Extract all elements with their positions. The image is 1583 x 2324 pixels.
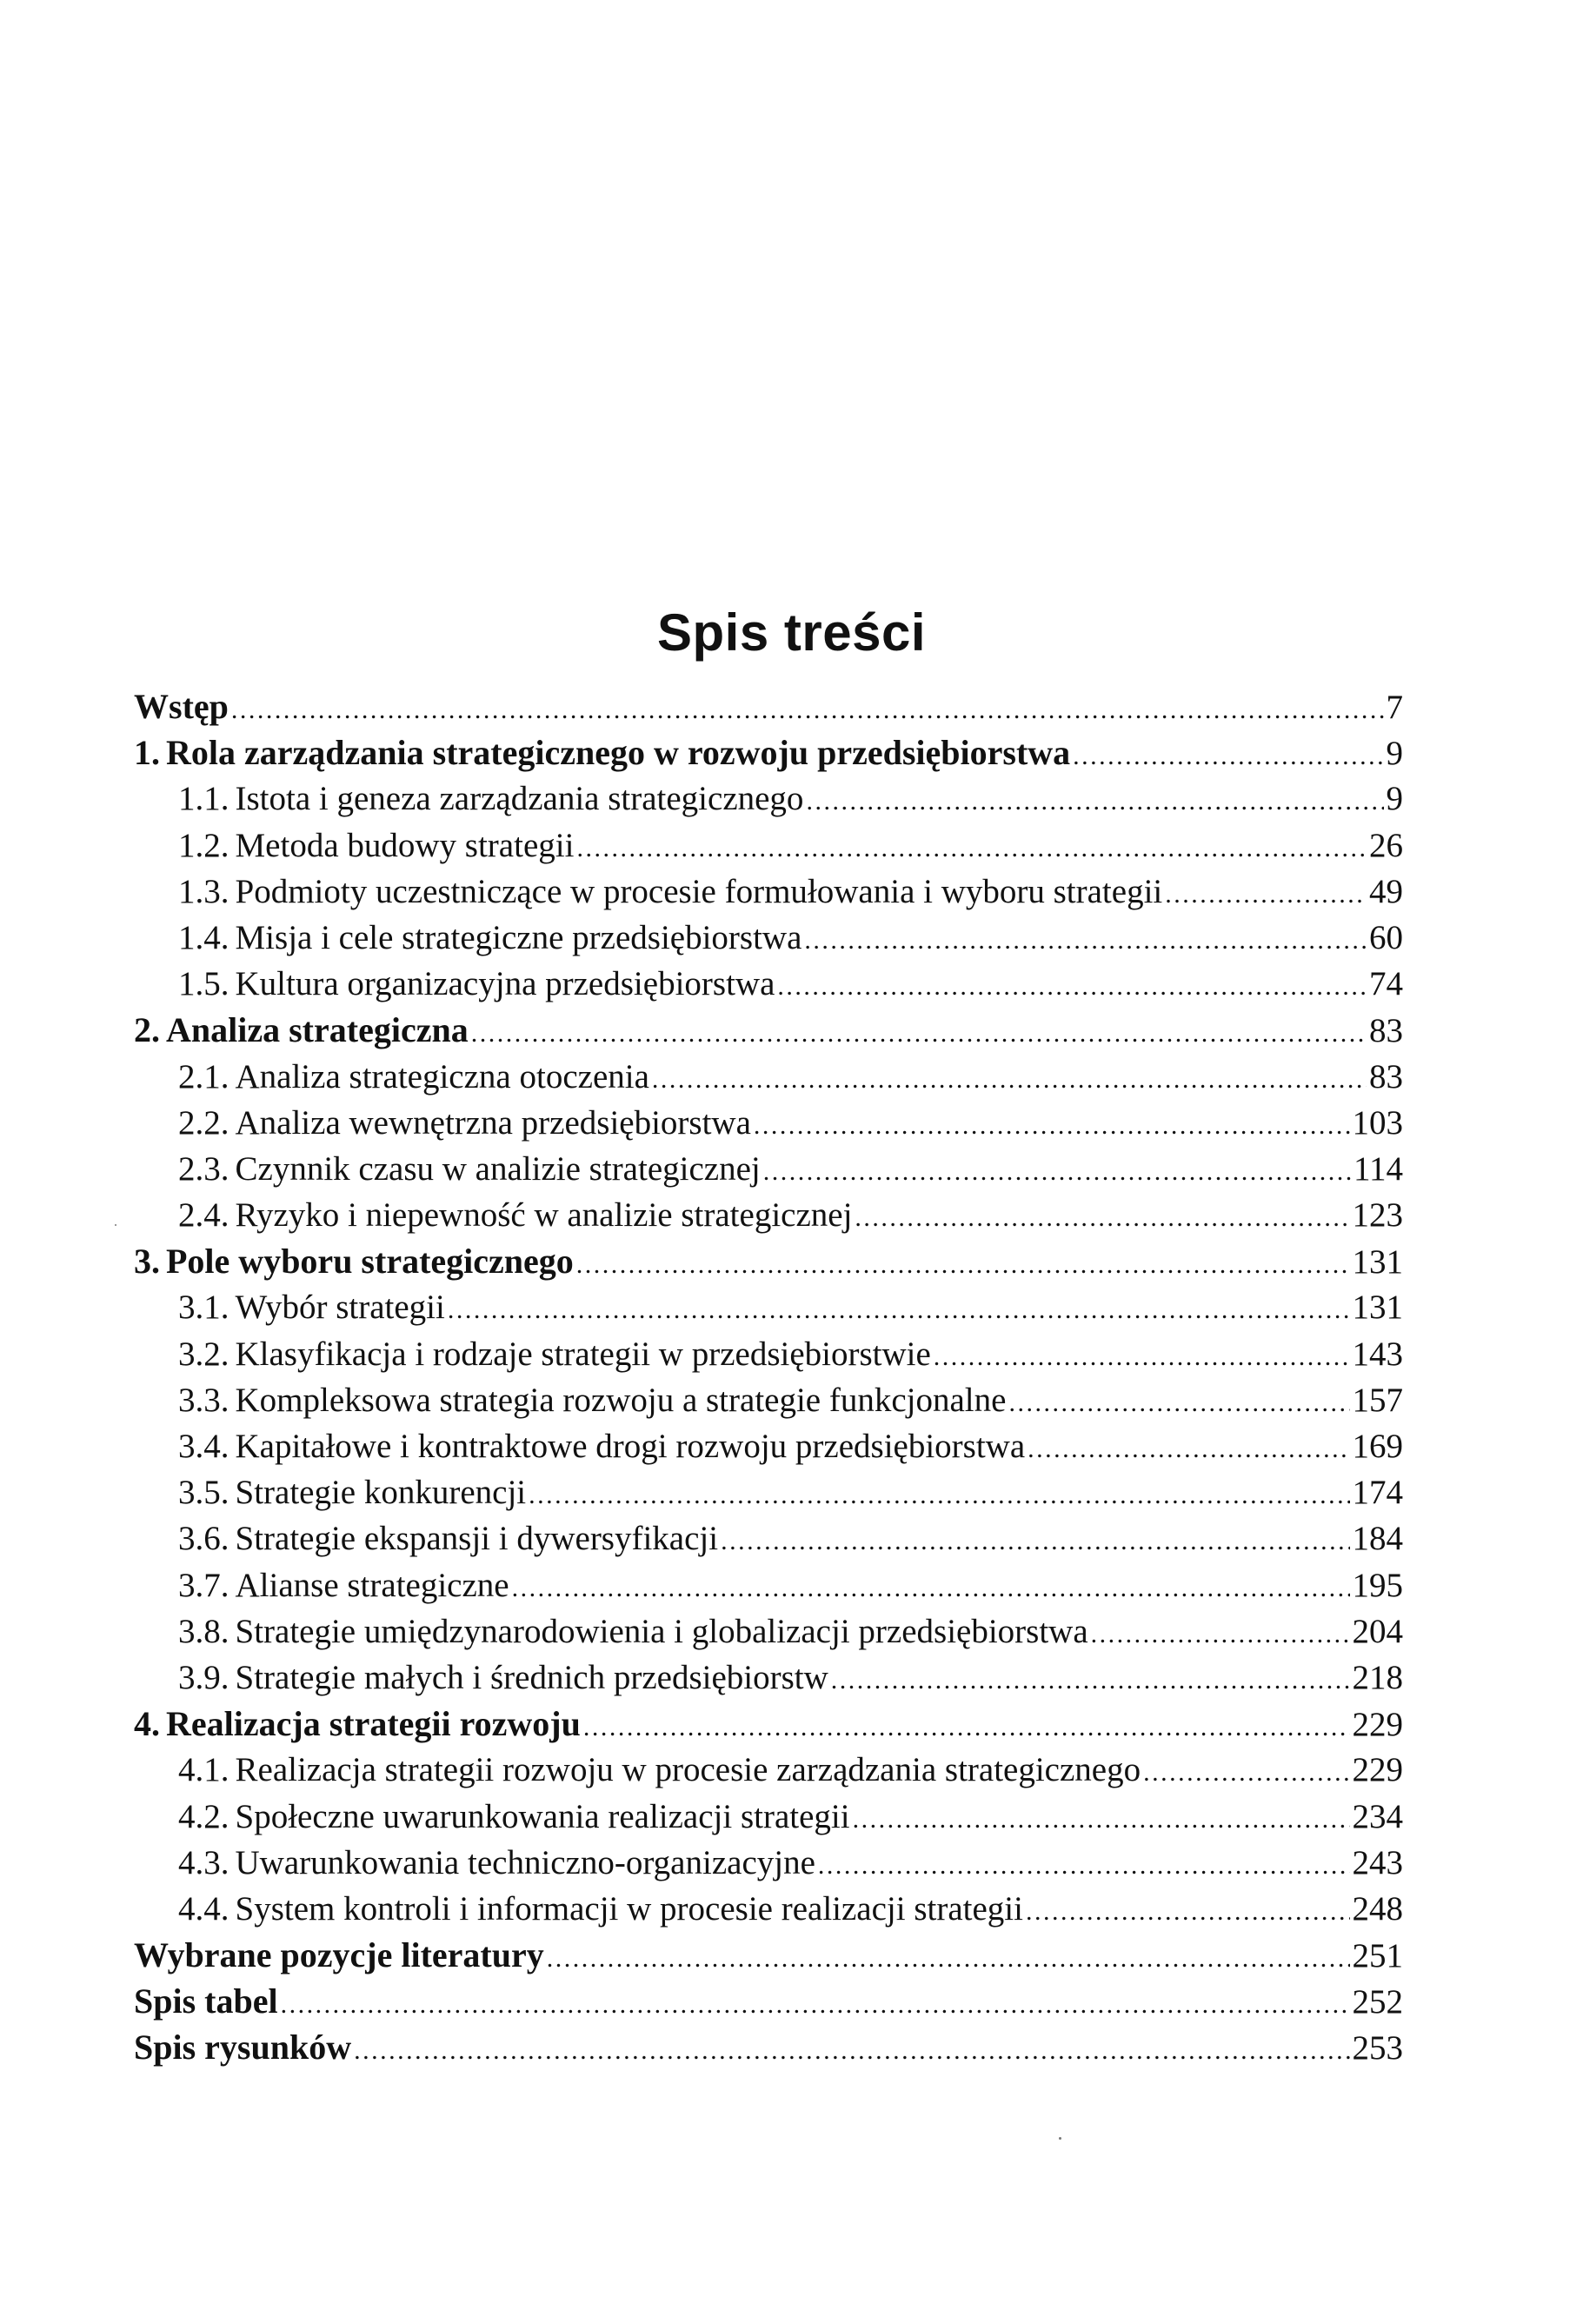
scan-speck [1059,2137,1061,2140]
toc-entry [134,1100,1403,1146]
dot-leader [281,1981,1350,2028]
toc-entry-label: Uwarunkowania techniczno-organizacyjne [235,1843,815,1881]
dot-leader [576,825,1367,871]
toc-entry-label: Ryzyko i niepewność w analizie strategicznej [235,1196,853,1235]
toc-entry [134,776,1403,822]
toc-entry-label: Realizacja strategii rozwoju w procesie zarządzania strategicznego [235,1751,1141,1789]
dot-leader [1143,1749,1349,1795]
toc-entry-page-number: 131 [1352,1243,1403,1282]
toc-entry-label: Podmioty uczestniczące w procesie formułowania i wyboru strategii [235,872,1163,910]
toc-entry [134,1469,1403,1515]
toc-entry [134,1238,1403,1284]
dot-leader [1073,733,1383,779]
toc-entry-page-number: 157 [1352,1381,1403,1419]
toc-entry [134,729,1403,776]
dot-leader [231,687,1384,733]
toc-entry-page-number: 9 [1386,780,1403,818]
toc-entry [134,822,1403,869]
dot-leader [547,1935,1350,1981]
toc-entry [134,1562,1403,1608]
toc-entry-label: Klasyfikacja i rodzaje strategii w przedsiębiorstwie [235,1335,931,1373]
toc-entry-number: 4. [134,1704,160,1744]
toc-entry [134,1608,1403,1655]
toc-entry-number: 3. [134,1242,160,1282]
toc-entry-label: Alianse strategiczne [235,1566,509,1604]
toc-entry [134,1284,1403,1330]
toc-entry [134,915,1403,961]
toc-entry-number: 3.3. [178,1381,229,1419]
toc-entry-label: Misja i cele strategiczne przedsiębiorstwa [235,918,802,956]
toc-entry-label: Realizacja strategii rozwoju [166,1704,581,1744]
toc-entry-label: Społeczne uwarunkowania realizacji strategii [235,1797,850,1835]
toc-entry-number: 3.7. [178,1566,229,1604]
toc-entry-page-number: 248 [1352,1889,1403,1928]
toc-entry-label: Strategie małych i średnich przedsiębiorstw [235,1658,828,1696]
toc-entry-page-number: 253 [1352,2029,1403,2068]
dot-leader [806,778,1383,824]
toc-entry-page-number: 83 [1369,1012,1403,1050]
toc-entry [134,1331,1403,1377]
toc-entry-label: Strategie konkurencji [235,1474,527,1512]
toc-entry-page-number: 114 [1353,1149,1403,1188]
toc-entry-label: Wybór strategii [235,1289,445,1327]
toc-entry-page-number: 243 [1352,1843,1403,1881]
toc-entry-page-number: 26 [1369,826,1403,864]
toc-entry-page-number: 195 [1352,1566,1403,1604]
toc-entry-label: Strategie ekspansji i dywersyfikacji [235,1520,719,1558]
toc-entry-number: 3.8. [178,1612,229,1650]
toc-entry-label: Kultura organizacyjna przedsiębiorstwa [235,965,775,1003]
dot-leader [763,1149,1351,1195]
toc-entry-number: 1.2. [178,826,229,864]
toc-entry-label: Analiza strategiczna otoczenia [235,1057,649,1095]
toc-entry-label: Strategie umiędzynarodowienia i globalizacji przedsiębiorstwa [235,1612,1088,1650]
toc-entry-page-number: 204 [1352,1612,1403,1650]
toc-entry [134,1932,1403,1978]
toc-entry-label: Analiza wewnętrzna przedsiębiorstwa [235,1103,751,1142]
toc-entry-number: 2.2. [178,1103,229,1142]
toc-entry-number: 4.3. [178,1843,229,1881]
toc-entry [134,1146,1403,1192]
toc-entry-page-number: 229 [1352,1751,1403,1789]
dot-leader [804,917,1367,963]
toc-entry-page-number: 131 [1352,1289,1403,1327]
toc-entry [134,1886,1403,1932]
dot-leader [529,1472,1349,1518]
toc-entry-label: Kompleksowa strategia rozwoju a strategie funkcjonalne [235,1381,1007,1419]
toc-entry-number: 3.6. [178,1520,229,1558]
dot-leader [1091,1611,1350,1657]
toc-entry-page-number: 252 [1352,1983,1403,2021]
toc-entry [134,1701,1403,1747]
toc-entry [134,1655,1403,1701]
toc-entry [134,2024,1403,2070]
toc-entry-label: System kontroli i informacji w procesie realizacji strategii [235,1889,1023,1928]
dot-leader [1028,1426,1349,1472]
toc-entry-page-number: 83 [1369,1057,1403,1095]
toc-entry-page-number: 49 [1369,872,1403,910]
toc-entry-number: 4.2. [178,1797,229,1835]
dot-leader [818,1842,1350,1888]
toc-entry-number: 3.1. [178,1289,229,1327]
toc-entry-number: 3.5. [178,1474,229,1512]
toc-entry-number: 4.4. [178,1889,229,1928]
toc-entry [134,1192,1403,1238]
toc-entry-page-number: 251 [1352,1937,1403,1975]
dot-leader [721,1518,1349,1564]
table-of-contents [134,683,1403,2071]
toc-entry-page-number: 169 [1352,1428,1403,1465]
toc-entry-label: Spis tabel [134,1981,278,2021]
toc-entry-number: 1. [134,733,160,773]
toc-entry [134,1423,1403,1469]
toc-entry-page-number: 229 [1352,1706,1403,1744]
toc-entry-number: 1.1. [178,780,229,818]
toc-entry-label: Czynnik czasu w analizie strategicznej [235,1149,761,1188]
dot-leader [583,1704,1350,1750]
dot-leader [448,1287,1350,1333]
toc-entry [134,961,1403,1007]
dot-leader [1026,1888,1350,1934]
toc-entry-number: 2.3. [178,1149,229,1188]
toc-entry-number: 4.1. [178,1751,229,1789]
toc-entry-number: 1.5. [178,965,229,1003]
toc-entry-label: Pole wyboru strategicznego [166,1242,574,1282]
toc-entry [134,1007,1403,1053]
toc-entry-label: Wybrane pozycje literatury [134,1935,544,1975]
dot-leader [576,1242,1350,1288]
dot-leader [354,2028,1349,2074]
toc-entry-number: 3.9. [178,1658,229,1696]
dot-leader [1008,1380,1349,1426]
dot-leader [777,963,1367,1009]
toc-entry-number: 3.2. [178,1335,229,1373]
toc-entry-number: 1.4. [178,918,229,956]
dot-leader [1165,871,1367,917]
dot-leader [512,1565,1350,1611]
toc-entry [134,1978,1403,2024]
toc-entry-page-number: 123 [1352,1196,1403,1235]
toc-entry-page-number: 174 [1352,1474,1403,1512]
toc-entry-label: Analiza strategiczna [166,1010,469,1050]
toc-entry-label: Spis rysunków [134,2028,352,2068]
dot-leader [855,1195,1349,1241]
toc-entry-page-number: 60 [1369,918,1403,956]
toc-entry-page-number: 103 [1352,1103,1403,1142]
toc-entry-label: Kapitałowe i kontraktowe drogi rozwoju przedsiębiorstwa [235,1428,1026,1465]
toc-entry-label: Wstęp [134,687,229,726]
toc-entry-number: 2.1. [178,1057,229,1095]
toc-entry [134,1515,1403,1562]
toc-entry-number: 2.4. [178,1196,229,1235]
toc-entry [134,1377,1403,1423]
toc-entry-page-number: 218 [1352,1658,1403,1696]
toc-entry-label: Rola zarządzania strategicznego w rozwoju przedsiębiorstwa [166,733,1071,773]
toc-entry [134,1054,1403,1100]
toc-entry [134,1747,1403,1793]
toc-entry-page-number: 74 [1369,965,1403,1003]
toc-entry-page-number: 234 [1352,1797,1403,1835]
toc-entry-number: 3.4. [178,1428,229,1465]
toc-entry-label: Istota i geneza zarządzania strategicznego [235,780,804,818]
toc-entry [134,1840,1403,1886]
toc-entry-number: 1.3. [178,872,229,910]
toc-entry [134,869,1403,915]
toc-entry-label: Metoda budowy strategii [235,826,575,864]
dot-leader [754,1102,1350,1149]
toc-entry-number: 2. [134,1010,160,1050]
dot-leader [831,1657,1350,1703]
dot-leader [652,1056,1367,1102]
toc-entry-page-number: 9 [1386,735,1403,773]
toc-entry [134,1794,1403,1840]
toc-entry [134,683,1403,729]
page-title: Spis treści [657,603,926,662]
scan-speck [115,1224,116,1226]
toc-entry-page-number: 184 [1352,1520,1403,1558]
dot-leader [934,1334,1350,1380]
toc-entry-page-number: 143 [1352,1335,1403,1373]
dot-leader [853,1796,1350,1842]
dot-leader [471,1010,1367,1056]
toc-entry-page-number: 7 [1386,689,1403,726]
